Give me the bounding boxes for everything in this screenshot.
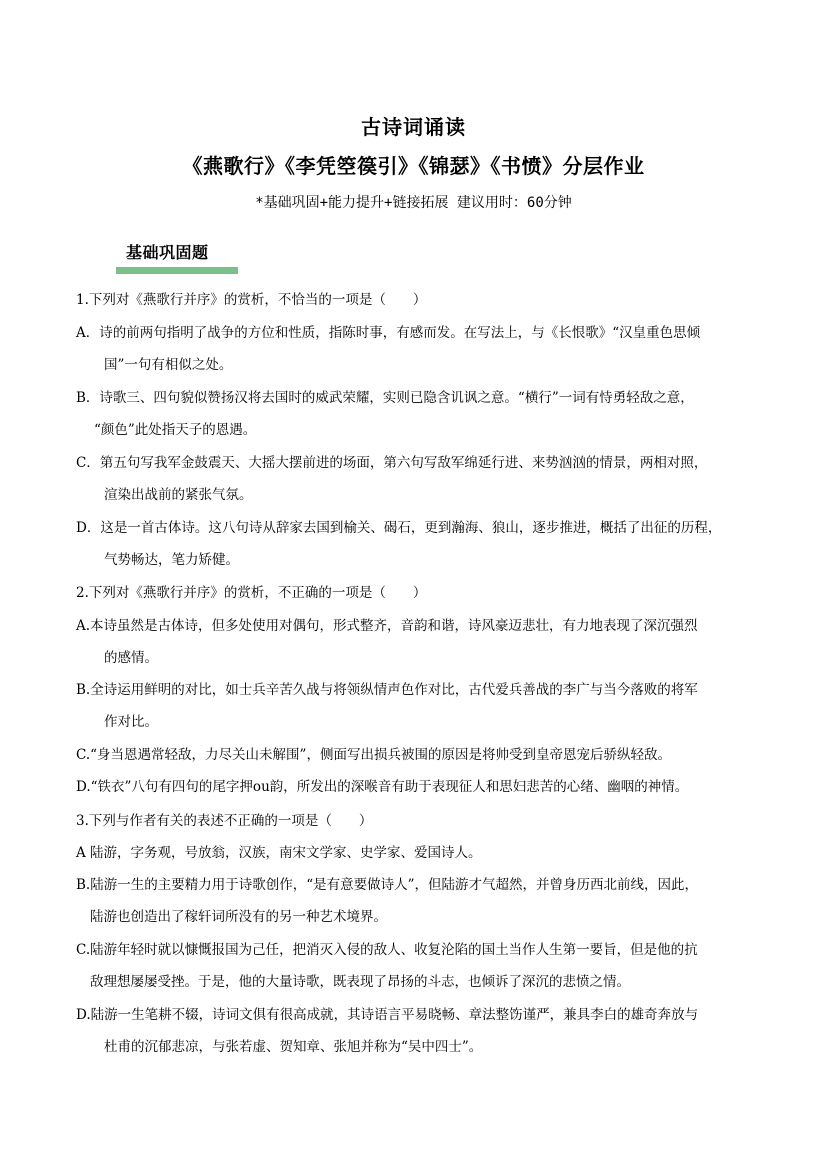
page-subtitle: 《燕歌行》《李凭箜篌引》《锦瑟》《书愤》分层作业 (182, 154, 645, 178)
option-line: A．诗的前两句指明了战争的方位和性质，指陈时事，有感而发。在写法上，与《长恨歌》“汉皇重色思倾 (76, 325, 701, 341)
question-option (76, 999, 766, 1063)
assignment-meta: *基础巩固+能力提升+链接拓展 建议用时：60分钟 (255, 195, 572, 211)
option-line: B.陆游一生的主要精力用于诗歌创作，“是有意要做诗人”，但陆游才气超然，并曾身历西北前线，因此， (76, 877, 699, 893)
option-line: D.陆游一生笔耕不辍，诗词文俱有很高成就，其诗语言平易晓畅、章法整饬谨严，兼具李白的雄奇奔放与 (76, 1007, 699, 1023)
section-title: 基础巩固题 (126, 243, 209, 262)
question-option (76, 674, 766, 738)
option-line: 的感情。 (104, 650, 158, 666)
question-option (76, 739, 766, 771)
option-line: 国”一句有相似之处。 (104, 357, 233, 373)
question-option (76, 512, 766, 576)
question-option (76, 934, 766, 998)
option-line: B.全诗运用鲜明的对比，如士兵辛苦久战与将领纵情声色作对比，古代爱兵善战的李广与当今落败的将军 (76, 682, 698, 698)
option-line: C．第五句写我军金鼓震天、大摇大摆前进的场面，第六句写敌军绵延行进、来势汹汹的情景，两相对照， (76, 455, 708, 471)
question-stem: 3.下列与作者有关的表述不正确的一项是（ ） (76, 813, 373, 829)
question-option (76, 837, 766, 869)
option-line: 气势畅达，笔力矫健。 (104, 552, 239, 568)
question-option (76, 771, 766, 803)
question-option (76, 610, 766, 674)
option-line: A.本诗虽然是古体诗，但多处使用对偶句，形式整齐，音韵和谐，诗风豪迈悲壮，有力地表现了深沉强烈 (76, 618, 698, 634)
question-stem: 1.下列对《燕歌行并序》的赏析，不恰当的一项是（ ） (76, 292, 427, 308)
option-line: C.“身当恩遇常轻敌，力尽关山未解围”，侧面写出损兵被围的原因是将帅受到皇帝恩宠后骄纵轻敌。 (76, 747, 671, 763)
option-line: A 陆游，字务观，号放翁，汉族，南宋文学家、史学家、爱国诗人。 (76, 845, 482, 861)
section-header (116, 240, 238, 274)
question-option (76, 317, 766, 381)
option-line: 作对比。 (104, 714, 158, 730)
option-line: 陆游也创造出了稼轩词所没有的另一种艺术境界。 (90, 909, 387, 925)
question-option (76, 869, 766, 933)
option-line: 敌理想屡屡受挫。于是，他的大量诗歌，既表现了昂扬的斗志，也倾诉了深沉的悲愤之情。 (90, 974, 630, 990)
question-option (76, 447, 766, 511)
option-line: C.陆游年轻时就以慷慨报国为己任，把消灭入侵的敌人、收复沦陷的国土当作人生第一要旨，但是他的抗 (76, 942, 698, 958)
option-line: D.“铁衣”八句有四句的尾字押ou韵，所发出的深喉音有助于表现征人和思妇悲苦的心绪、幽咽的神情。 (76, 779, 689, 795)
question-option (76, 382, 766, 446)
option-line: “颜色”此处指天子的恩遇。 (94, 422, 257, 438)
option-line: 渲染出战前的紧张气氛。 (104, 487, 253, 503)
section-underline (116, 267, 238, 274)
option-line: B．诗歌三、四句貌似赞扬汉将去国时的威武荣耀，实则已隐含讥讽之意。“横行”一词有恃勇轻敌之意， (76, 390, 694, 406)
option-line: 杜甫的沉郁悲凉，与张若虚、贺知章、张旭并称为“吴中四士”。 (104, 1039, 483, 1055)
question-stem: 2.下列对《燕歌行并序》的赏析，不正确的一项是（ ） (76, 585, 427, 601)
option-line: D．这是一首古体诗。这八句诗从辞家去国到榆关、碣石，更到瀚海、狼山，逐步推进，概括了出征的历程， (76, 520, 722, 536)
page-title: 古诗词诵读 (361, 115, 466, 139)
